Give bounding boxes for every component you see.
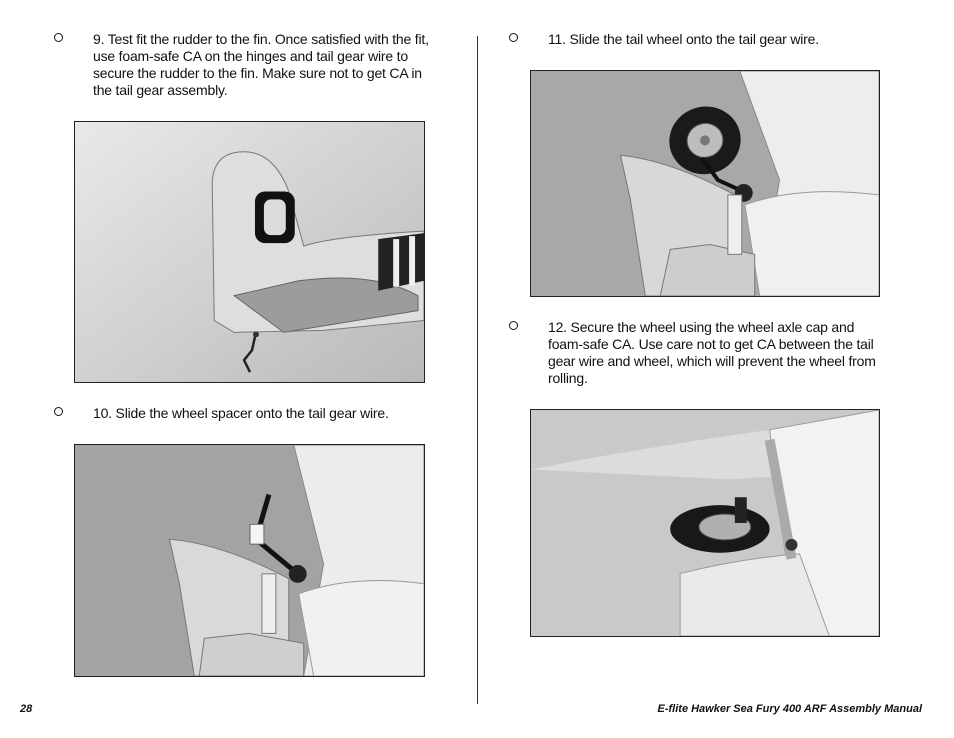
- step-checkbox[interactable]: [509, 321, 518, 330]
- step-text: 10. Slide the wheel spacer onto the tail gear wire.: [93, 405, 389, 421]
- step-checkbox[interactable]: [54, 33, 63, 42]
- step-text: 12. Secure the wheel using the wheel axle cap and foam-safe CA. Use care not to get CA between the tail gear wire and wheel, which will prevent the wheel from rolling.: [548, 319, 876, 386]
- step-checkbox[interactable]: [509, 33, 518, 42]
- step-text: 9. Test fit the rudder to the fin. Once satisfied with the fit, use foam-safe CA on the hinges and tail gear wire to secure the rudder to the fin. Make sure not to get CA in the tail gear assembly.: [93, 31, 429, 98]
- rudder-letter: [255, 191, 295, 243]
- photo-rudder-fin: [74, 121, 425, 383]
- page-number: 28: [20, 703, 33, 715]
- step-checkbox[interactable]: [54, 407, 63, 416]
- photo-axle-cap: [530, 409, 880, 637]
- photo-wheel-spacer: [74, 444, 425, 677]
- photo-tail-wheel: [530, 70, 880, 297]
- column-divider: [477, 36, 478, 704]
- step-text: 11. Slide the tail wheel onto the tail gear wire.: [548, 31, 819, 47]
- svg-text:O: O: [267, 208, 283, 231]
- manual-title: E-flite Hawker Sea Fury 400 ARF Assembly Manual: [657, 703, 922, 715]
